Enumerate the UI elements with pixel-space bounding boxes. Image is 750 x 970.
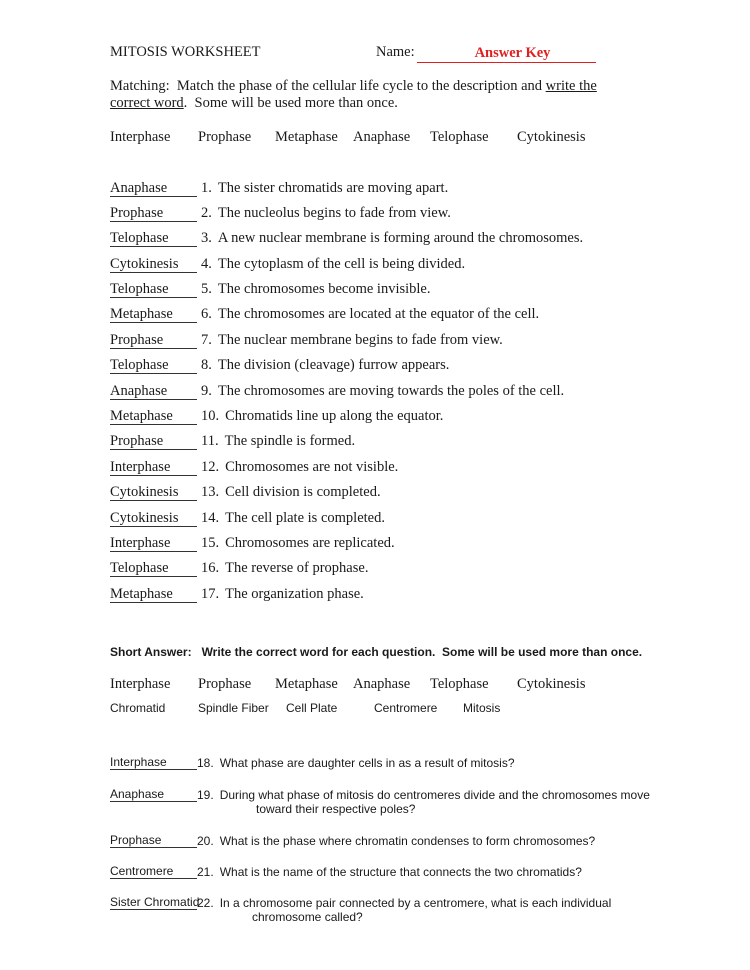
question-text: Chromosomes are not visible. (225, 459, 399, 475)
question-number: 5. (201, 281, 212, 297)
word-bank-item: Cytokinesis (517, 676, 586, 692)
answer-blank[interactable]: Telophase (110, 357, 197, 374)
answer-blank[interactable]: Prophase (110, 332, 197, 349)
matching-item (110, 306, 539, 324)
instructions-text: Match the phase of the cellular life cycle to the description and (169, 78, 546, 94)
short-answer-item (110, 895, 611, 910)
question-number: 13. (201, 484, 220, 500)
matching-label: Matching: (110, 78, 170, 94)
answer-blank[interactable]: Prophase (110, 833, 197, 848)
answer-blank[interactable]: Cytokinesis (110, 510, 197, 527)
answer-blank[interactable]: Telophase (110, 230, 197, 247)
answer-blank[interactable]: Centromere (110, 864, 197, 879)
word-bank-item: Anaphase (353, 129, 411, 145)
question-text: What is the name of the structure that connects the two chromatids? (219, 865, 582, 879)
answer-blank[interactable]: Prophase (110, 433, 197, 450)
question-number: 11. (201, 433, 219, 449)
question-text: What phase are daughter cells in as a result of mitosis? (219, 756, 515, 770)
question-number: 2. (201, 205, 212, 221)
question-text: The organization phase. (225, 586, 364, 602)
answer-blank[interactable]: Prophase (110, 205, 197, 222)
question-text: The chromosomes become invisible. (217, 281, 431, 297)
question-text-continuation: toward their respective poles? (256, 802, 416, 816)
question-text: The nucleolus begins to fade from view. (217, 205, 451, 221)
word-bank-item: Telophase (430, 129, 489, 145)
name-field[interactable] (417, 44, 596, 63)
question-text: In a chromosome pair connected by a centromere, what is each individual (219, 896, 612, 910)
question-text: Chromosomes are replicated. (225, 535, 395, 551)
question-number: 8. (201, 357, 212, 373)
question-text: The spindle is formed. (224, 433, 356, 449)
matching-item (110, 560, 368, 578)
matching-item (110, 586, 364, 604)
question-number: 3. (201, 230, 212, 246)
question-text: The reverse of prophase. (225, 560, 369, 576)
question-text: The cell plate is completed. (225, 510, 385, 526)
word-bank-item: Mitosis (463, 701, 501, 715)
answer-blank[interactable]: Telophase (110, 560, 197, 577)
word-bank-item: Spindle Fiber (198, 701, 269, 715)
instructions-text-end: . Some will be used more than once. (183, 95, 398, 111)
matching-item (110, 230, 583, 248)
matching-item (110, 459, 398, 477)
short-answer-item (110, 833, 595, 848)
question-text: The chromosomes are moving towards the poles of the cell. (217, 383, 565, 399)
word-bank-item: Cell Plate (286, 701, 338, 715)
instructions-underlined: write the correct word (110, 78, 597, 111)
answer-blank[interactable]: Anaphase (110, 180, 197, 197)
matching-item (110, 408, 443, 426)
word-bank-item: Anaphase (353, 676, 411, 692)
answer-blank[interactable]: Interphase (110, 459, 197, 476)
word-bank-item: Centromere (374, 701, 438, 715)
question-number: 6. (201, 306, 212, 322)
matching-item (110, 357, 449, 375)
matching-item (110, 180, 448, 198)
question-number: 1. (201, 180, 212, 196)
question-text: The chromosomes are located at the equator of the cell. (217, 306, 540, 322)
question-text: Chromatids line up along the equator. (225, 408, 444, 424)
question-text: The division (cleavage) furrow appears. (217, 357, 450, 373)
name-label: Name: (376, 44, 415, 60)
question-number: 15. (201, 535, 220, 551)
question-number: 18. (197, 756, 214, 770)
question-number: 4. (201, 256, 212, 272)
answer-blank[interactable]: Interphase (110, 755, 197, 770)
question-number: 22. (197, 896, 214, 910)
question-number: 21. (197, 865, 214, 879)
answer-blank[interactable]: Anaphase (110, 383, 197, 400)
answer-blank[interactable]: Metaphase (110, 586, 197, 603)
answer-blank[interactable]: Interphase (110, 535, 197, 552)
word-bank-item: Prophase (198, 129, 252, 145)
answer-blank[interactable]: Cytokinesis (110, 484, 197, 501)
question-number: 16. (201, 560, 220, 576)
word-bank-item: Metaphase (275, 676, 338, 692)
answer-blank[interactable]: Sister Chromatid (110, 895, 200, 909)
question-number: 9. (201, 383, 212, 399)
answer-blank[interactable]: Cytokinesis (110, 256, 197, 273)
question-text: The sister chromatids are moving apart. (217, 180, 449, 196)
word-bank-item: Chromatid (110, 701, 166, 715)
matching-item (110, 205, 451, 223)
matching-item (110, 535, 395, 553)
question-number: 12. (201, 459, 220, 475)
short-answer-item (110, 787, 650, 802)
answer-blank[interactable]: Metaphase (110, 306, 197, 323)
question-number: 17. (201, 586, 220, 602)
matching-item (110, 383, 564, 401)
question-text: What is the phase where chromatin condenses to form chromosomes? (219, 834, 596, 848)
answer-blank[interactable]: Anaphase (110, 787, 197, 802)
word-bank-item: Cytokinesis (517, 129, 586, 145)
question-number: 19. (197, 788, 214, 802)
word-bank-item: Interphase (110, 129, 171, 145)
matching-instructions (110, 78, 610, 112)
word-bank-item: Prophase (198, 676, 252, 692)
worksheet-title: MITOSIS WORKSHEET (110, 44, 261, 60)
question-text: A new nuclear membrane is forming around the chromosomes. (217, 230, 584, 246)
matching-item (110, 433, 355, 451)
question-text: The cytoplasm of the cell is being divided. (217, 256, 466, 272)
matching-item (110, 484, 381, 502)
question-text: During what phase of mitosis do centromeres divide and the chromosomes move (219, 788, 650, 802)
question-text: The nuclear membrane begins to fade from view. (217, 332, 503, 348)
question-number: 14. (201, 510, 220, 526)
answer-blank[interactable]: Metaphase (110, 408, 197, 425)
question-number: 10. (201, 408, 220, 424)
answer-blank[interactable]: Telophase (110, 281, 197, 298)
name-value: Answer Key (474, 45, 551, 61)
matching-item (110, 332, 503, 350)
matching-item (110, 256, 465, 274)
short-answer-heading: Short Answer: Write the correct word for each question. Some will be used more than once. (110, 645, 643, 659)
matching-item (110, 281, 431, 299)
word-bank-item: Interphase (110, 676, 171, 692)
word-bank-item: Metaphase (275, 129, 338, 145)
question-text-continuation: chromosome called? (252, 910, 363, 924)
question-number: 7. (201, 332, 212, 348)
matching-item (110, 510, 385, 528)
short-answer-item (110, 864, 582, 879)
question-number: 20. (197, 834, 214, 848)
word-bank-item: Telophase (430, 676, 489, 692)
short-answer-item (110, 755, 515, 770)
question-text: Cell division is completed. (225, 484, 381, 500)
